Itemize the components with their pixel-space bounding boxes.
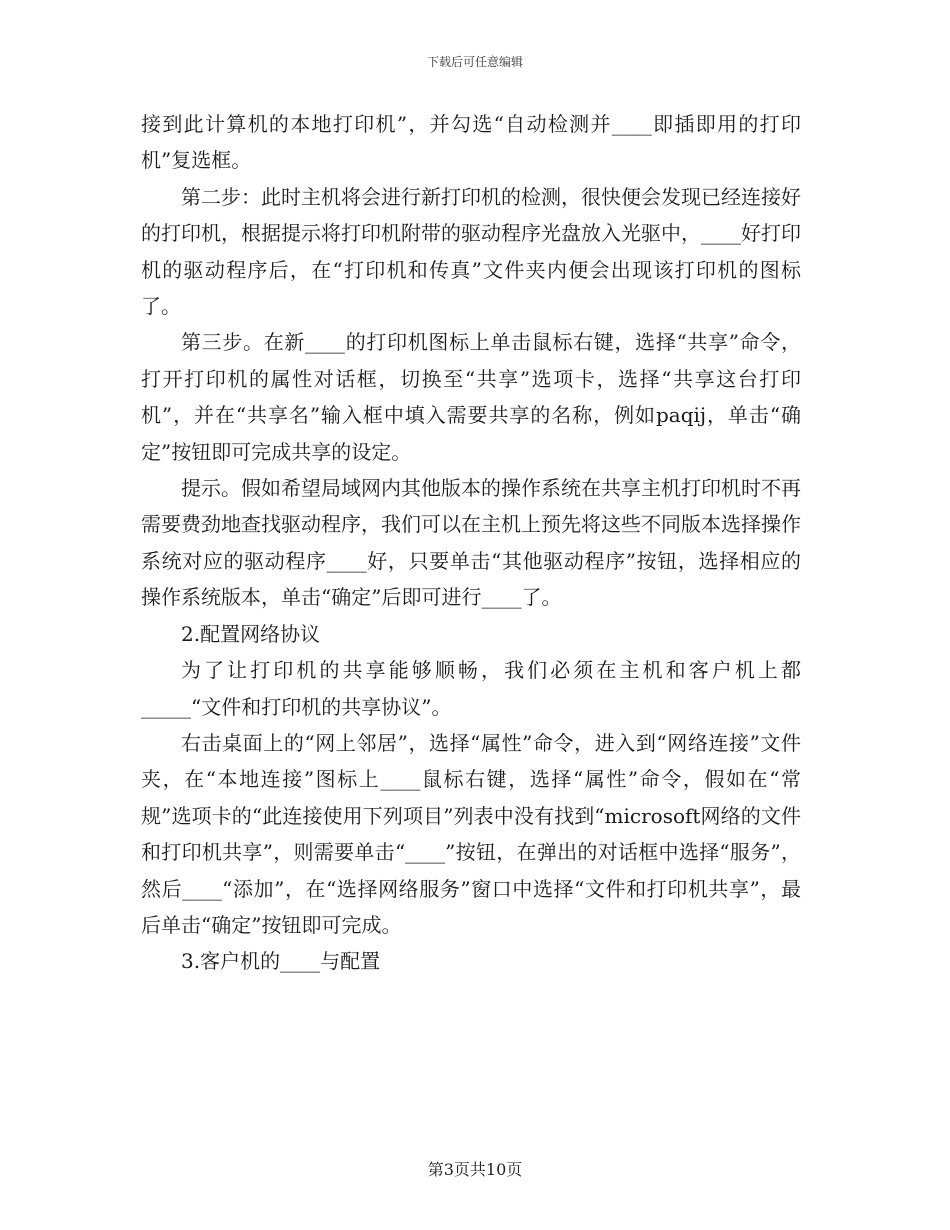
paragraph-protocol-steps: 右击桌面上的“网上邻居”，选择“属性”命令，进入到“网络连接”文件夹，在“本地连接”图标上____鼠标右键，选择“属性”命令，假如在“常规”选项卡的“此连接使用下列项目”列表中没有找到“microsoft网络的文件和打印机共享”，则需要单击“____”按钮，在弹出的对话框中选择“服务”，然后____“添加”，在“选择网络服务”窗口中选择“文件和打印机共享”，最后单击“确定”按钮即可完成。 bbox=[141, 730, 801, 937]
section-heading-network-protocol: 2.配置网络协议 bbox=[181, 621, 321, 646]
page-header: 下载后可任意编辑 bbox=[426, 55, 523, 69]
paragraph-step2: 第二步：此时主机将会进行新打印机的检测，很快便会发现已经连接好的打印机，根据提示将打印机附带的驱动程序光盘放入光驱中，____好打印机的驱动程序后，在“打印机和传真”文件夹内便会出现该打印机的图标了。 bbox=[141, 184, 801, 319]
paragraph-protocol-intro: 为了让打印机的共享能够顺畅，我们必须在主机和客户机上都_____“文件和打印机的共享协议”。 bbox=[141, 658, 801, 719]
paragraph-tip: 提示。假如希望局域网内其他版本的操作系统在共享主机打印机时不再需要费劲地查找驱动程序，我们可以在主机上预先将这些不同版本选择操作系统对应的驱动程序____好，只要单击“其他驱动程序”按钮，选择相应的操作系统版本，单击“确定”后即可进行____了。 bbox=[141, 476, 801, 610]
paragraph-step3: 第三步。在新____的打印机图标上单击鼠标右键，选择“共享”命令，打开打印机的属性对话框，切换至“共享”选项卡，选择“共享这台打印机”，并在“共享名”输入框中填入需要共享的名称，例如paqij，单击“确定”按钮即可完成共享的设定。 bbox=[141, 330, 801, 464]
paragraph-step1-continued: 接到此计算机的本地打印机”，并勾选“自动检测并____即插即用的打印机”复选框。 bbox=[141, 112, 801, 173]
document-body bbox=[141, 106, 801, 980]
section-heading-client-config: 3.客户机的____与配置 bbox=[181, 949, 381, 974]
page-footer: 第3页共10页 bbox=[427, 1160, 523, 1179]
